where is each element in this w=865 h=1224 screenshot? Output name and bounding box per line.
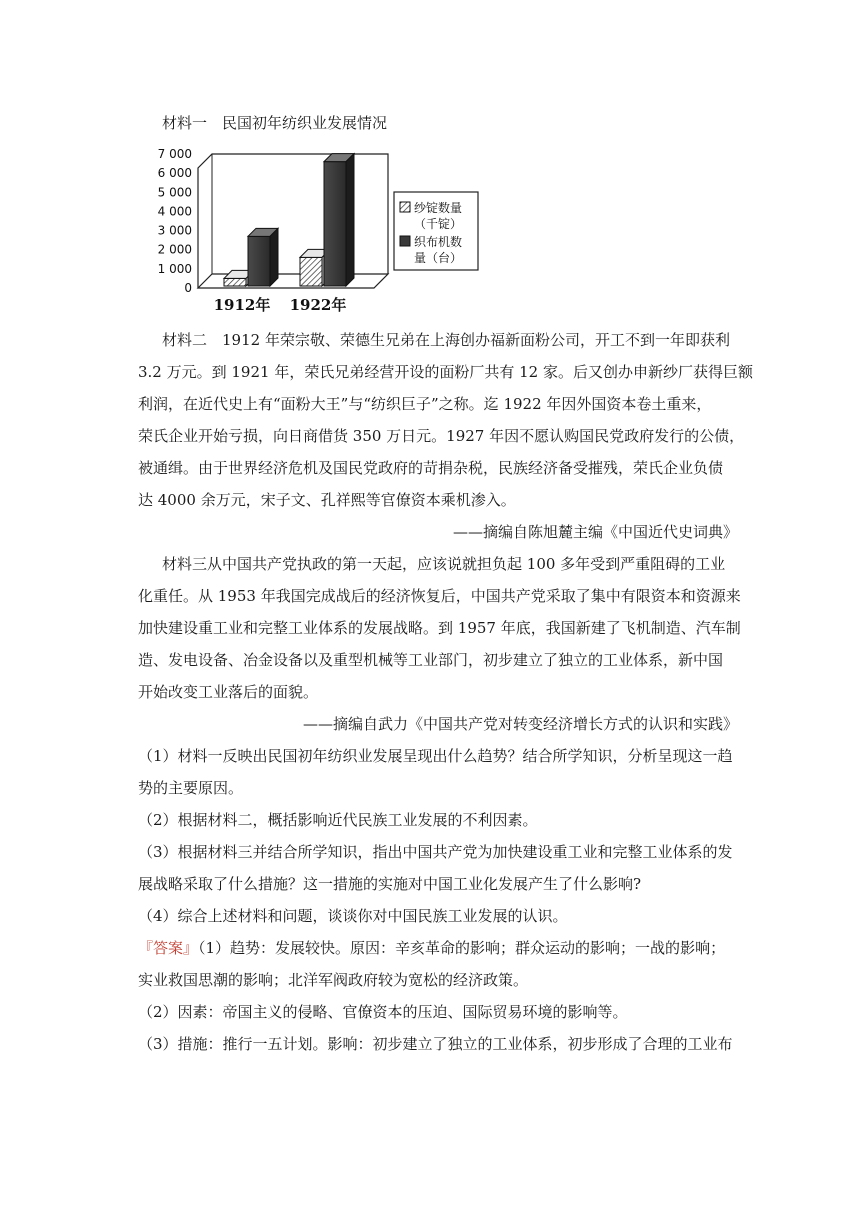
material2-source: ——摘编自陈旭麓主编《中国近代史词典》 [452,523,738,541]
legend-swatch-loom [400,236,410,246]
loom-bar [324,154,354,286]
question-3-line-1: （3）根据材料三并结合所学知识，指出中国共产党为加快建设重工业和完整工业体系的发 [138,843,733,861]
x-tick-label: 1922年 [289,296,347,314]
chart-legend [394,192,478,270]
y-axis-ticks [158,147,192,295]
material2-line-5: 被通缉。由于世界经济危机及国民党政府的苛捐杂税，民族经济备受摧残，荣氏企业负债 [138,459,724,477]
y-tick-label: 0 [184,281,192,295]
answer-line-2: 实业救国思潮的影响；北洋军阀政府较为宽松的经济政策。 [138,971,529,989]
legend-label: 量（台） [414,251,463,265]
material2-line-6: 达 4000 余万元，宋子文、孔祥熙等官僚资本乘机渗入。 [138,491,516,509]
chart-frame [198,154,388,288]
material1-heading: 材料一 民国初年纺织业发展情况 [162,114,388,132]
bar-front-face [324,162,346,286]
material2-line-3: 利润，在近代史上有“面粉大王”与“纺织巨子”之称。迄 1922 年因外国资本卷土重来， [138,395,712,413]
chart-bars [224,154,354,286]
material3-line-4: 造、发电设备、冶金设备以及重型机械等工业部门，初步建立了独立的工业体系，新中国 [138,651,724,669]
legend-label: （千锭） [414,217,463,231]
y-tick-label: 5 000 [157,185,192,200]
loom-bar [248,228,278,286]
question-1-line-1: （1）材料一反映出民国初年纺织业发展呈现出什么趋势？结合所学知识，分析呈现这一趋 [138,747,733,765]
legend-label: 织布机数 [414,235,463,249]
x-tick-label: 1912年 [213,296,271,314]
bar-side-face [346,154,354,286]
y-tick-label: 7 000 [157,147,192,161]
textile-bar-chart [150,142,480,318]
bar-front-face [300,257,322,286]
answer-line-4: （3）措施：推行一五计划。影响：初步建立了独立的工业体系，初步形成了合理的工业布 [138,1035,733,1053]
answer-first-text: （1）趋势：发展较快。原因：辛亥革命的影响；群众运动的影响；一战的影响； [198,939,726,957]
y-tick-label: 6 000 [157,166,192,181]
question-3-line-2: 展战略采取了什么措施？这一措施的实施对中国工业化发展产生了什么影响? [138,875,642,893]
question-2: （2）根据材料二，概括影响近代民族工业发展的不利因素。 [138,811,538,829]
answer-line-1 [138,938,738,958]
y-tick-label: 4 000 [157,204,192,219]
material2-line-2: 3.2 万元。到 1921 年，荣氏兄弟经营开设的面粉厂共有 12 家。后又创办申新纱厂获得巨额 [138,363,753,381]
material2-line-1: 材料二 1912 年荣宗敬、荣德生兄弟在上海创办福新面粉公司，开工不到一年即获利 [162,331,730,349]
material3-line-3: 加快建设重工业和完整工业体系的发展战略。到 1957 年底，我国新建了飞机制造、汽车制 [138,619,741,637]
material3-source: ——摘编自武力《中国共产党对转变经济增长方式的认识和实践》 [302,715,738,733]
y-tick-label: 2 000 [157,242,192,257]
question-4: （4）综合上述材料和问题，谈谈你对中国民族工业发展的认识。 [138,907,568,925]
legend-label: 纱锭数量 [414,201,463,215]
chart-back-wall [198,154,388,288]
legend-swatch-spindle [400,202,410,212]
y-tick-label: 3 000 [157,223,192,238]
bar-front-face [224,278,246,286]
question-1-line-2: 势的主要原因。 [138,779,244,797]
answer-line-3: （2）因素：帝国主义的侵略、官僚资本的压迫、国际贸易环境的影响等。 [138,1003,628,1021]
bar-front-face [248,236,270,286]
material3-line-5: 开始改变工业落后的面貌。 [138,683,319,701]
material3-line-1: 材料三从中国共产党执政的第一天起，应该说就担负起 100 多年受到严重阻碍的工业 [162,555,726,573]
x-axis-ticks [214,296,347,314]
y-tick-label: 1 000 [157,261,192,276]
bar-side-face [270,228,278,286]
material3-line-2: 化重任。从 1953 年我国完成战后的经济恢复后，中国共产党采取了集中有限资本和资源来 [138,587,741,605]
answer-tag: 『答案』 [138,939,199,957]
material2-line-4: 荣氏企业开始亏损，向日商借货 350 万日元。1927 年因不愿认购国民党政府发行的公债， [138,427,745,445]
